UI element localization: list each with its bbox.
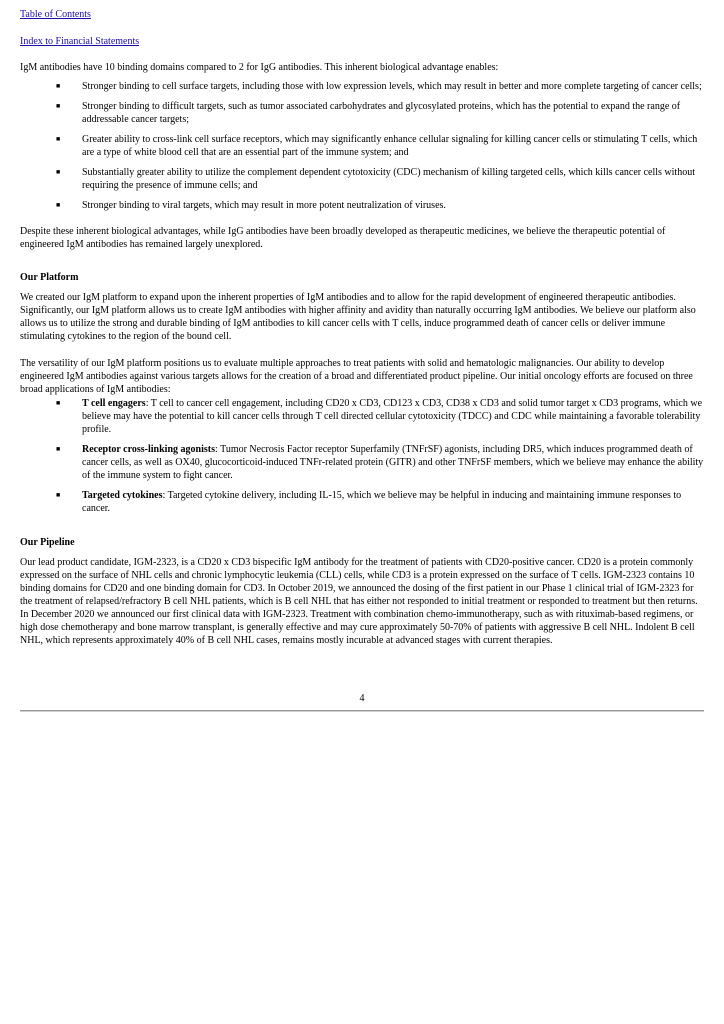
list-item: ■ Stronger binding to cell surface targets, including those with low expression levels, which may result in better and more complete targeting of cancer cells;	[56, 81, 702, 92]
bullet-icon: ■	[56, 135, 61, 143]
bullet-icon: ■	[56, 491, 61, 499]
document-body	[20, 61, 704, 647]
page-number: 4	[359, 693, 365, 704]
page-divider	[20, 710, 704, 712]
list-item: ■ Receptor cross-linking agonists: Tumor Necrosis Factor receptor Superfamily (TNFrSF) agonists, including DR5, which induces programmed death of cancer cells, as well as OX40, glucocorticoid-induced TNFr-related protein (GITR) and other TNFrSF members, which we believe may enhance the ability of the immune system to fight cancer.	[56, 444, 704, 481]
pipeline-paragraph: Our lead product candidate, IGM-2323, is a CD20 x CD3 bispecific IgM antibody for the treatment of patients with CD20-positive cancer. CD20 is a protein commonly expressed on the surface of NHL cells and chronic lymphocytic leukemia (CLL) cells, while CD3 is a protein expressed on the surface of T cells. IGM-2323 contains 10 binding domains for CD20 and one binding domain for CD3. In October 2019, we announced the dosing of the first patient in our Phase 1 clinical trial of IGM-2323 for the treatment of relapsed/refractory B cell NHL patients, which is B cell NHL that has either not responded to initial treatment or responded to treatment but then returns. In December 2020 we announced our first clinical data with IGM-2323. Treatment with combination chemo-immunotherapy, such as with rituximab-based regimens, or high dose chemotherapy and bone marrow transplant, is generally effective and may cure approximately 50-70% of patients with aggressive B cell NHL. Indolent B cell NHL, which represents approximately 40% of B cell NHL cases, remains mostly incurable at advanced stages with current therapies.	[20, 557, 698, 646]
bullet-icon: ■	[56, 399, 61, 407]
list-item: ■ Greater ability to cross-link cell surface receptors, which may significantly enhance cellular signaling for killing cancer cells or stimulating T cells, which are a type of white blood cell that are an essential part of the immune system; and	[56, 134, 698, 158]
list-item: ■ Stronger binding to viral targets, which may result in more potent neutralization of viruses.	[56, 200, 446, 211]
platform-applications-list	[20, 397, 704, 515]
platform-paragraph-2: The versatility of our IgM platform positions us to evaluate multiple approaches to treat patients with solid and hematologic malignancies. Our ability to develop engineered IgM antibodies against various targets allows for the creation of a broad and differentiated product pipeline. Our initial oncology efforts are focused on three broad applications of IgM antibodies:	[20, 358, 693, 395]
our-platform-heading: Our Platform	[20, 272, 79, 283]
bullet-icon: ■	[56, 201, 61, 209]
list-item: ■ Substantially greater ability to utilize the complement dependent cytotoxicity (CDC) mechanism of killing targeted cells, which kills cancer cells without requiring the presence of immune cells; and	[56, 167, 695, 191]
application-term: T cell engagers	[82, 398, 146, 409]
intro-paragraph: IgM antibodies have 10 binding domains compared to 2 for IgG antibodies. This inherent biological advantage enables:	[20, 62, 499, 73]
list-item: ■ Stronger binding to difficult targets, such as tumor associated carbohydrates and glycosylated proteins, which has the potential to expand the range of addressable cancer targets;	[56, 101, 681, 125]
index-to-financial-statements-link[interactable]: Index to Financial Statements	[20, 36, 140, 47]
bullet-icon: ■	[56, 445, 61, 453]
table-of-contents-link[interactable]: Table of Contents	[20, 9, 91, 20]
list-item: ■ Targeted cytokines: Targeted cytokine delivery, including IL-15, which we believe may be helpful in inducing and maintaining immune responses to cancer.	[56, 490, 682, 514]
igm-advantages-list	[20, 80, 704, 212]
platform-paragraph-1: We created our IgM platform to expand upon the inherent properties of IgM antibodies and to allow for the rapid development of engineered therapeutic antibodies. Significantly, our IgM platform allows us to create IgM antibodies with higher affinity and avidity than naturally occurring IgM antibodies. We believe our platform also allows us to utilize the strong and durable binding of IgM antibodies to kill cancer cells with T cells, induce programmed death of cancer cells or deliver immune stimulating cytokines to the region of the bound cell.	[20, 292, 696, 342]
application-term: Receptor cross-linking agonists	[82, 444, 215, 455]
our-pipeline-heading: Our Pipeline	[20, 537, 75, 548]
bullet-icon: ■	[56, 168, 61, 176]
bullet-icon: ■	[56, 82, 61, 90]
list-item: ■ T cell engagers: T cell to cancer cell engagement, including CD20 x CD3, CD123 x CD3, CD38 x CD3 and solid tumor target x CD3 programs, which we believe may have the potential to kill cancer cells through T cell directed cellular cytotoxicity (TDCC) and CDC while maintaining a favorable tolerability profile.	[56, 398, 703, 435]
intro-closing-paragraph: Despite these inherent biological advantages, while IgG antibodies have been broadly developed as therapeutic medicines, we believe the therapeutic potential of engineered IgM antibodies has remained largely unexplored.	[20, 226, 666, 250]
application-term: Targeted cytokines	[82, 490, 163, 501]
bullet-icon: ■	[56, 102, 61, 110]
